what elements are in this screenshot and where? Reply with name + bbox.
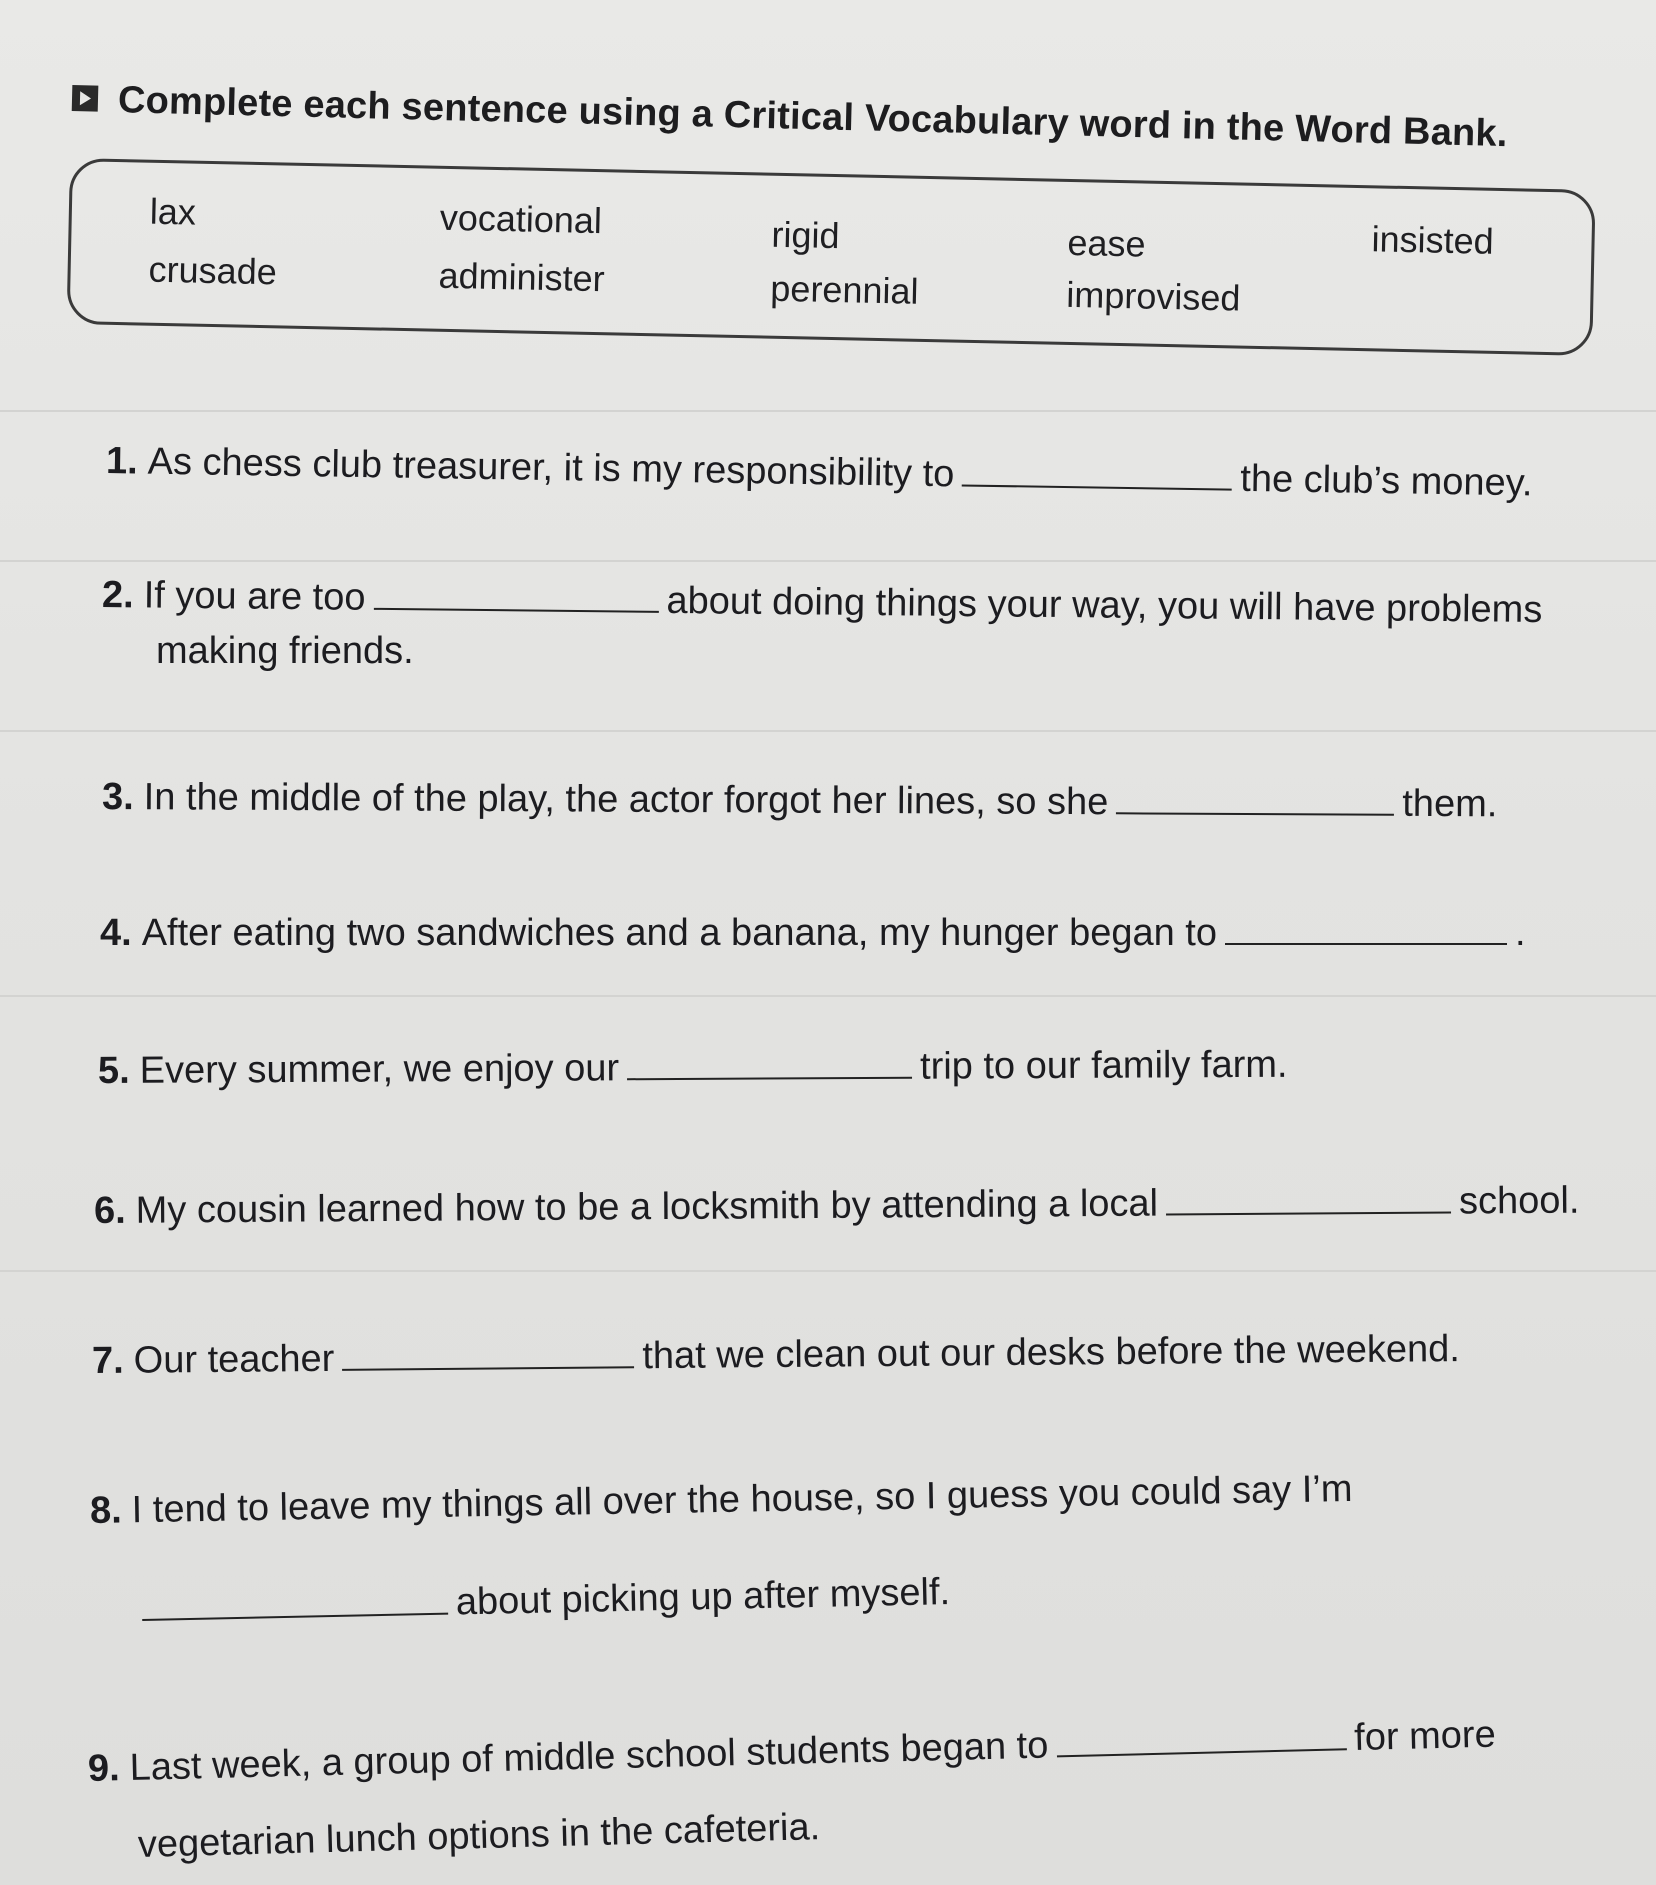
word-bank-word: improvised [1065,273,1241,319]
answer-blank[interactable] [962,454,1232,490]
item-4: 4. After eating two sandwiches and a banana, my hunger began to . [100,912,1526,954]
item-2: 2. If you are too about doing things your way, you will have problems [101,574,1543,632]
item-7: 7. Our teacher that we clean out our desks before the weekend. [91,1328,1461,1382]
faint-rule [0,560,1656,562]
answer-blank[interactable] [342,1336,634,1371]
answer-blank[interactable] [1225,913,1507,945]
word-bank-word: perennial [769,267,919,312]
word-bank-word: administer [438,254,606,300]
word-bank-word: rigid [771,213,841,257]
faint-rule [0,995,1656,997]
instructions-text: Complete each sentence using a Critical Vocabulary word in the Word Bank. [117,79,1509,156]
item-8-continuation: about picking up after myself. [142,1571,951,1631]
faint-rule [0,410,1656,412]
instructions-heading [71,78,1508,156]
answer-blank[interactable] [373,578,658,613]
item-9: 9. Last week, a group of middle school students began to for more [87,1713,1497,1790]
answer-blank[interactable] [142,1583,449,1621]
item-2-continuation: making friends. [156,630,414,672]
item-1: 1. As chess club treasurer, it is my responsibility to the club’s money. [105,440,1533,505]
item-5: 5. Every summer, we enjoy our trip to our family farm. [97,1043,1288,1092]
word-bank [67,158,1596,356]
faint-rule [0,730,1656,732]
word-bank-word: crusade [148,248,278,293]
faint-rule [0,1270,1656,1272]
word-bank-word: insisted [1371,218,1495,262]
arrow-bullet-icon [72,85,99,112]
word-bank-word: ease [1067,221,1146,265]
answer-blank[interactable] [1116,782,1394,815]
word-bank-word: vocational [439,196,603,242]
answer-blank[interactable] [1166,1182,1451,1216]
item-9-continuation: vegetarian lunch options in the cafeteria. [137,1806,821,1866]
answer-blank[interactable] [627,1047,912,1080]
item-6: 6. My cousin learned how to be a locksmith by attending a local school. [93,1179,1580,1232]
word-bank-word: lax [149,190,197,233]
item-8: 8. I tend to leave my things all over the house, so I guess you could say I’m [89,1467,1353,1532]
answer-blank[interactable] [1056,1718,1347,1757]
item-3: 3. In the middle of the play, the actor forgot her lines, so she them. [101,776,1498,826]
